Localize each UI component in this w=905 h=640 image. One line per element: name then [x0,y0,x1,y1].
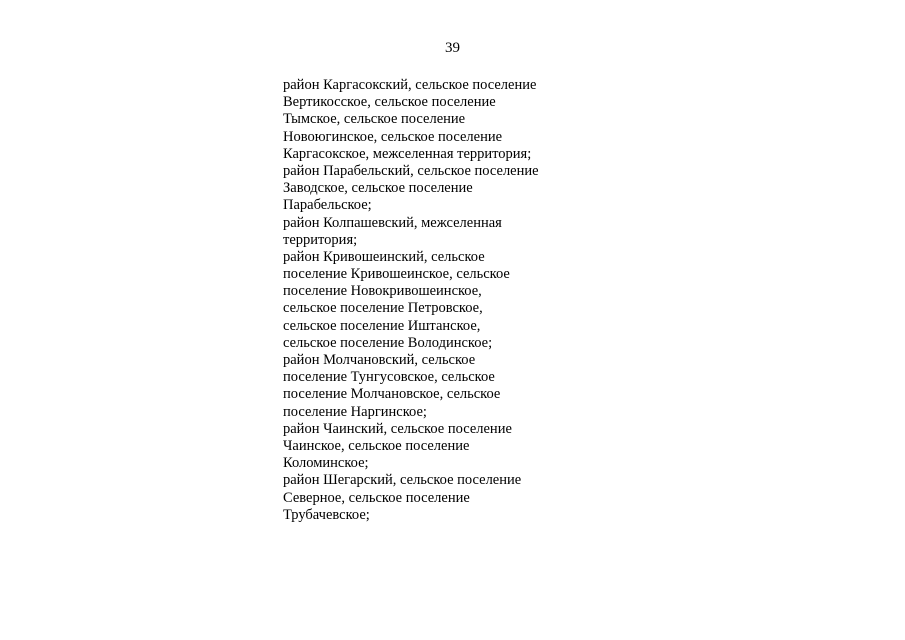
text-line: район Колпашевский, межселенная [283,214,502,231]
text-line: Коломинское; [283,455,369,472]
text-line: Чаинское, сельское поселение [283,437,470,454]
text-line: район Каргасокский, сельское поселение [283,77,537,93]
text-line: Заводское, сельское поселение [283,180,473,197]
text-line: Северное, сельское поселение [283,489,470,506]
text-line: поселение Тунгусовское, сельское [283,369,495,386]
body-text [283,77,583,524]
text-line: сельское поселение Иштанское, [283,317,481,334]
text-line: район Шегарский, сельское поселение [283,472,522,489]
text-line: район Молчановский, сельское [283,352,476,368]
text-line: Тымское, сельское поселение [283,111,466,128]
text-line: Трубачевское; [283,506,370,523]
page-number: 39 [445,40,460,56]
text-line: сельское поселение Володинское; [283,334,493,351]
text-line: Парабельское; [283,197,372,214]
text-line: поселение Кривошеинское, сельское [283,266,510,283]
text-line: территория; [283,231,358,248]
text-line: поселение Молчановское, сельское [283,386,501,403]
text-line: поселение Наргинское; [283,403,427,420]
text-line: район Кривошеинский, сельское [283,248,485,265]
text-line: Новоюгинское, сельское поселение [283,128,503,145]
text-line: сельское поселение Петровское, [283,300,483,317]
text-line: поселение Новокривошеинское, [283,283,482,300]
text-line: район Парабельский, сельское поселение [283,162,539,179]
text-line: Вертикосское, сельское поселение [283,94,496,111]
text-line: Каргасокское, межселенная территория; [283,145,532,162]
text-line: район Чаинский, сельское поселение [283,420,512,437]
